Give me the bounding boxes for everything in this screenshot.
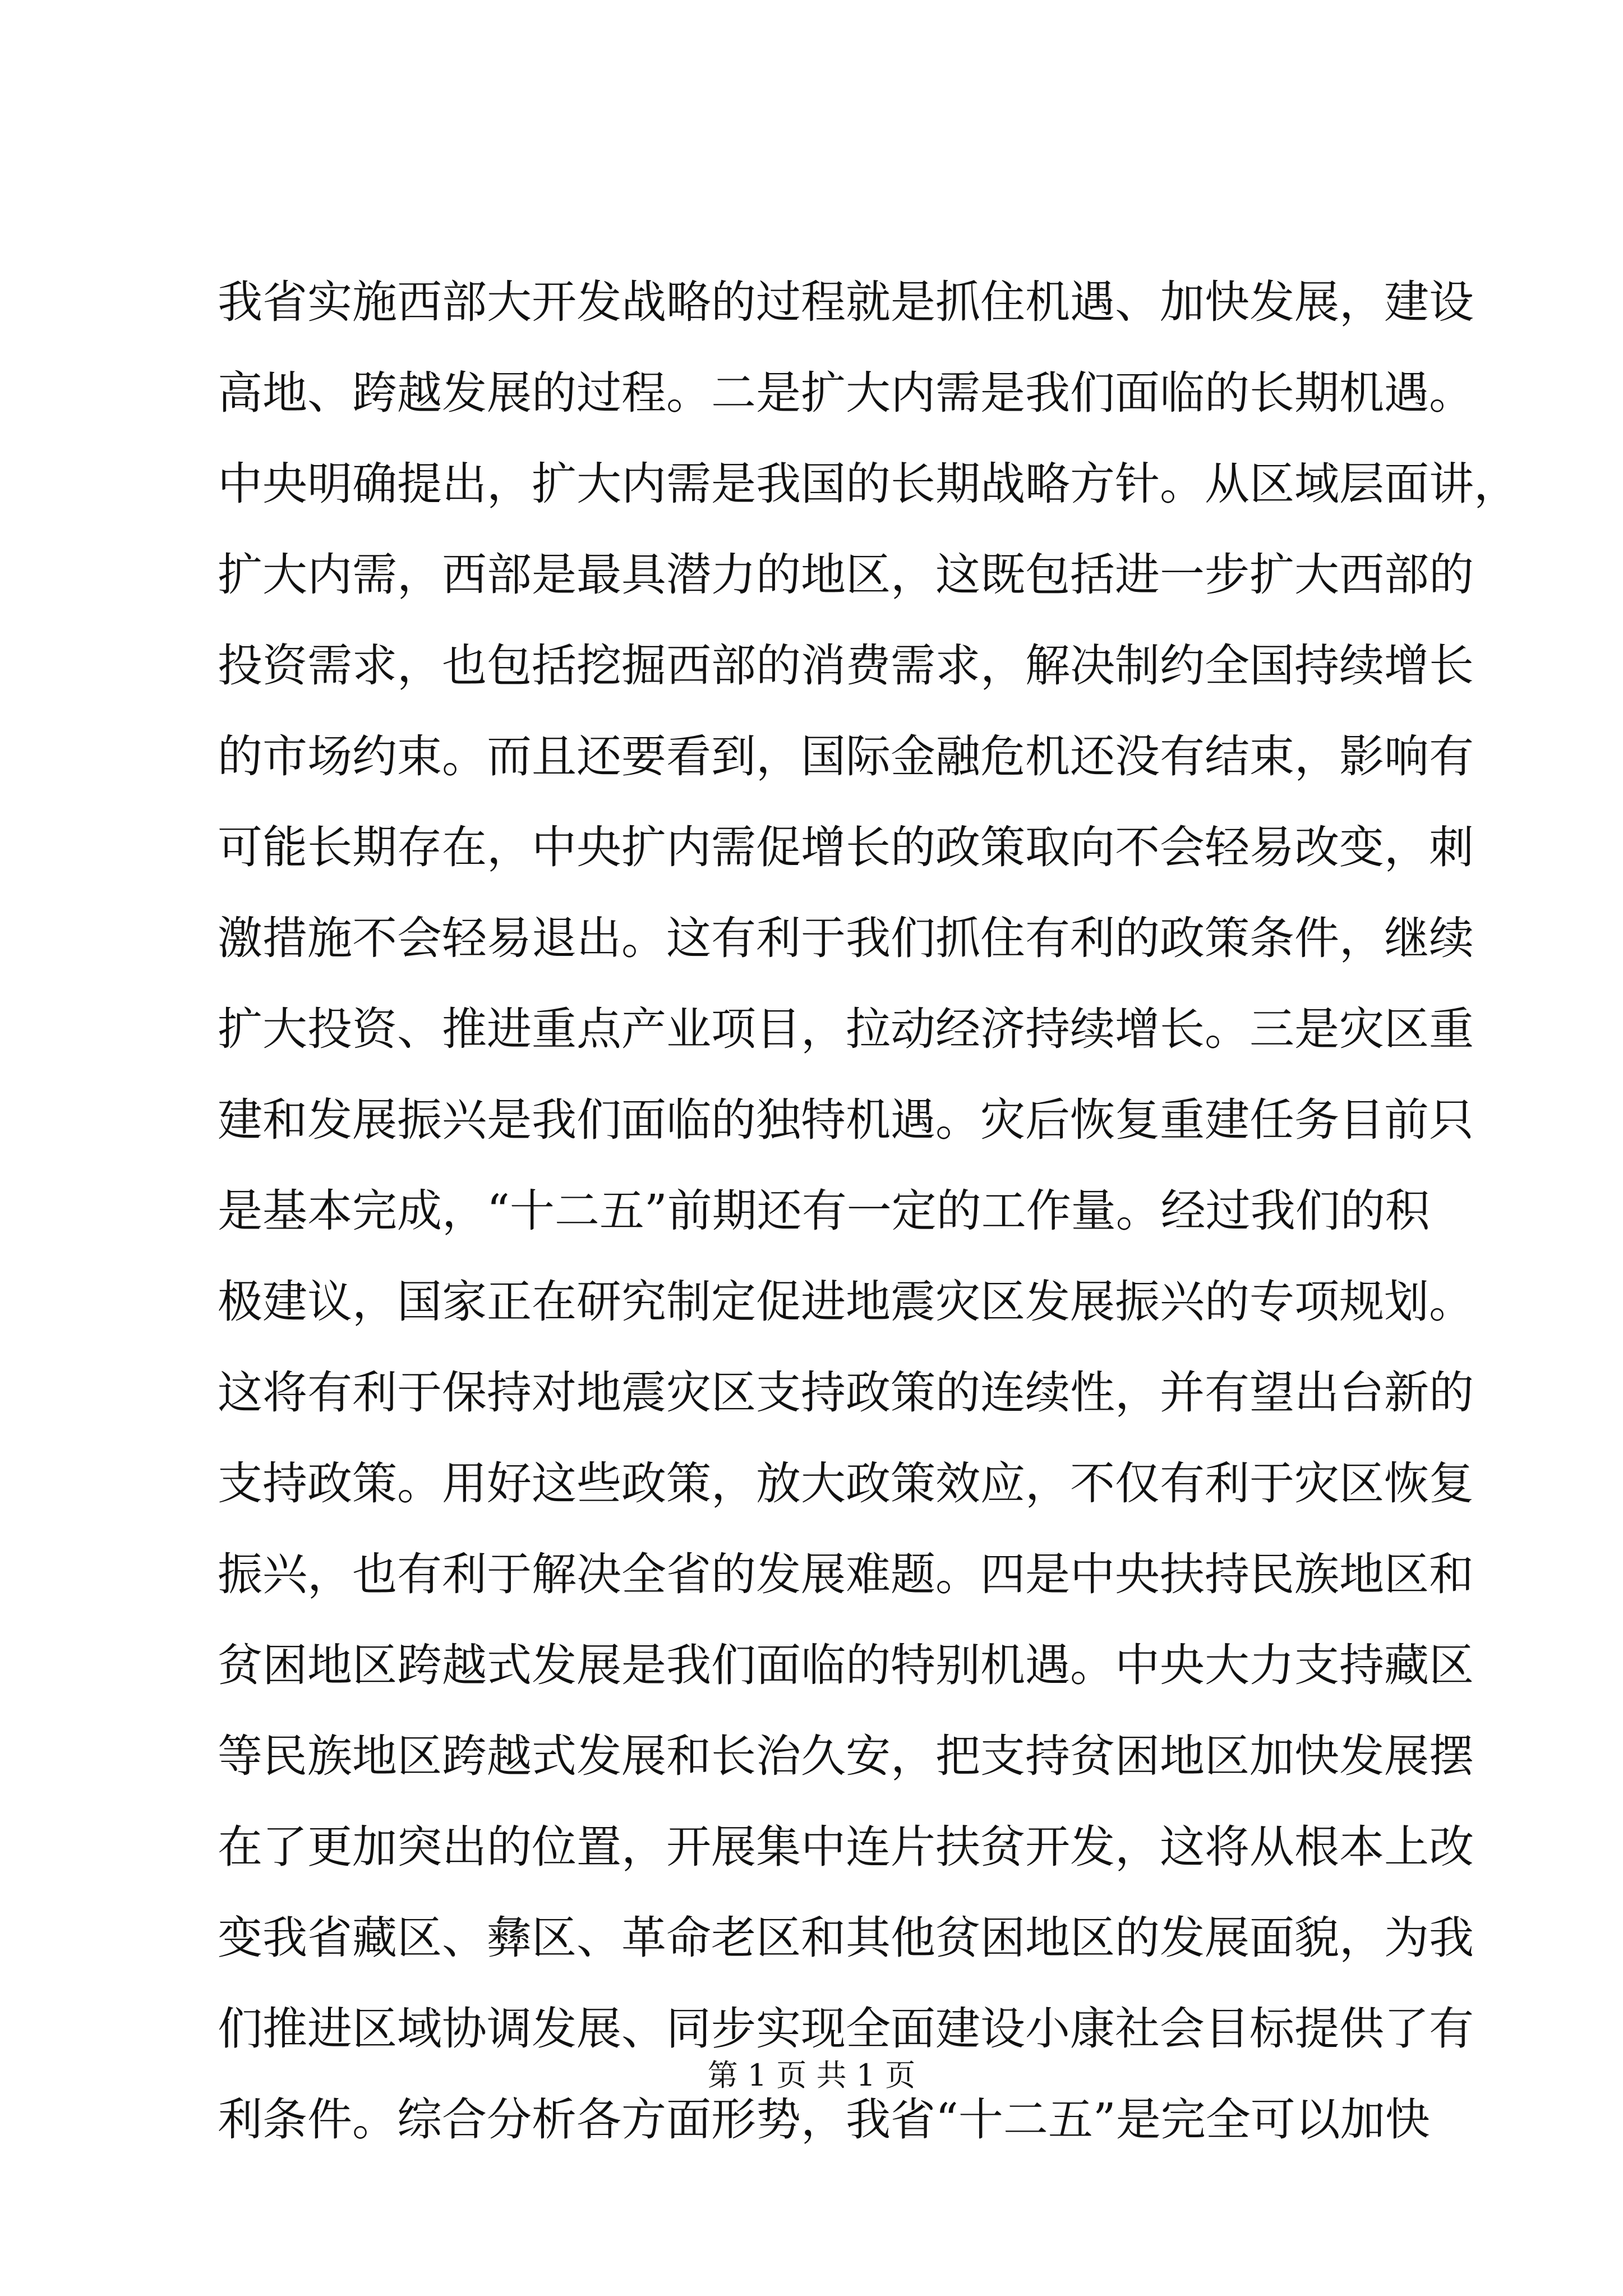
text-line: 的市场约束。而且还要看到，国际金融危机还没有结束，影响有 (218, 730, 1474, 783)
text-line: 变我省藏区、彝区、革命老区和其他贫困地区的发展面貌，为我 (218, 1912, 1474, 1964)
text-line: 利条件。综合分析各方面形势，我省“十二五”是完全可以加快 (218, 2093, 1430, 2146)
text-line: 激措施不会轻易退出。这有利于我们抓住有利的政策条件，继续 (218, 912, 1474, 964)
page-footer: 第 1 页 共 1 页 (707, 2058, 916, 2093)
text-line: 贫困地区跨越式发展是我们面临的特别机遇。中央大力支持藏区 (218, 1639, 1474, 1691)
text-line: 振兴，也有利于解决全省的发展难题。四是中央扶持民族地区和 (218, 1548, 1474, 1600)
text-line: 中央明确提出，扩大内需是我国的长期战略方针。从区域层面讲， (218, 458, 1519, 510)
text-line: 扩大内需，西部是最具潜力的地区，这既包括进一步扩大西部的 (218, 549, 1474, 601)
text-line: 们推进区域协调发展、同步实现全面建设小康社会目标提供了有 (218, 2003, 1474, 2055)
text-line: 等民族地区跨越式发展和长治久安，把支持贫困地区加快发展摆 (218, 1730, 1474, 1782)
text-line: 支持政策。用好这些政策，放大政策效应，不仅有利于灾区恢复 (218, 1457, 1474, 1510)
text-line: 极建议，国家正在研究制定促进地震灾区发展振兴的专项规划。 (218, 1276, 1474, 1328)
body-text (218, 257, 1519, 2165)
text-line: 高地、跨越发展的过程。二是扩大内需是我们面临的长期机遇。 (218, 367, 1474, 419)
text-line: 我省实施西部大开发战略的过程就是抓住机遇、加快发展，建设 (218, 276, 1474, 328)
text-line: 可能长期存在，中央扩内需促增长的政策取向不会轻易改变，刺 (218, 821, 1474, 873)
text-line: 是基本完成，“十二五”前期还有一定的工作量。经过我们的积 (218, 1185, 1430, 1237)
text-line: 扩大投资、推进重点产业项目，拉动经济持续增长。三是灾区重 (218, 1003, 1474, 1055)
text-line: 建和发展振兴是我们面临的独特机遇。灾后恢复重建任务目前只 (218, 1094, 1474, 1146)
text-line: 投资需求，也包括挖掘西部的消费需求，解决制约全国持续增长 (218, 639, 1474, 692)
text-line: 这将有利于保持对地震灾区支持政策的连续性，并有望出台新的 (218, 1366, 1474, 1419)
text-line: 在了更加突出的位置，开展集中连片扶贫开发，这将从根本上改 (218, 1821, 1474, 1873)
